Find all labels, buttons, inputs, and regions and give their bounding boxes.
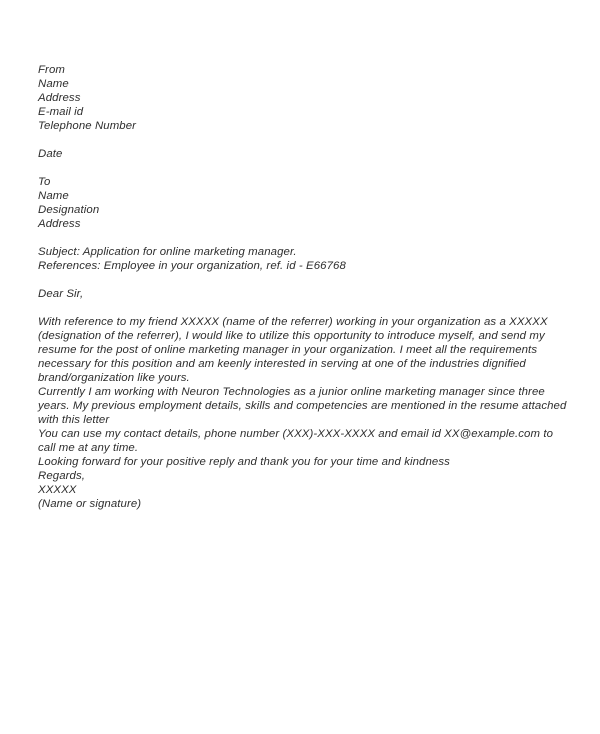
body-paragraph-experience: Currently I am working with Neuron Technologies as a junior online marketing manager since three years. My previous employment details, skills and competencies are mentioned in the resume attached with this letter (38, 386, 567, 426)
sender-email-line: E-mail id (38, 106, 84, 118)
recipient-to-line: To (38, 176, 51, 188)
recipient-block (38, 175, 572, 231)
sender-phone-line: Telephone Number (38, 120, 137, 132)
sender-from-line: From (38, 64, 65, 76)
salutation: Dear Sir, (38, 288, 84, 300)
recipient-name-line: Name (38, 190, 69, 202)
closing-name-placeholder: XXXXX (38, 484, 77, 496)
recipient-designation-line: Designation (38, 204, 100, 216)
references-line: References: Employee in your organization, ref. id - E66768 (38, 260, 346, 272)
subject-block (38, 245, 572, 273)
body-paragraph-contact: You can use my contact details, phone number (XXX)-XXX-XXXX and email id XX@example.com to call me at any time. (38, 428, 554, 454)
body-paragraph-thanks: Looking forward for your positive reply and thank you for your time and kindness (38, 456, 450, 468)
recipient-address-line: Address (38, 218, 81, 230)
subject-line: Subject: Application for online marketing manager. (38, 246, 297, 258)
sender-address-line: Address (38, 92, 81, 104)
date-line: Date (38, 148, 63, 160)
closing-signature-note: (Name or signature) (38, 498, 142, 510)
closing-regards: Regards, (38, 470, 86, 482)
closing-block (38, 469, 572, 511)
sender-name-line: Name (38, 78, 69, 90)
body-paragraph-introduction: With reference to my friend XXXXX (name of the referrer) working in your organization as a XXXXX (designation of the referrer), I would like to utilize this opportunity to introduce myself, and send my resume for the post of online marketing manager in your organization. I meet all the requirements necessary for this position and am keenly interested in serving at one of the industries dignified brand/organization like yours. (38, 316, 548, 384)
sender-block (38, 63, 572, 133)
